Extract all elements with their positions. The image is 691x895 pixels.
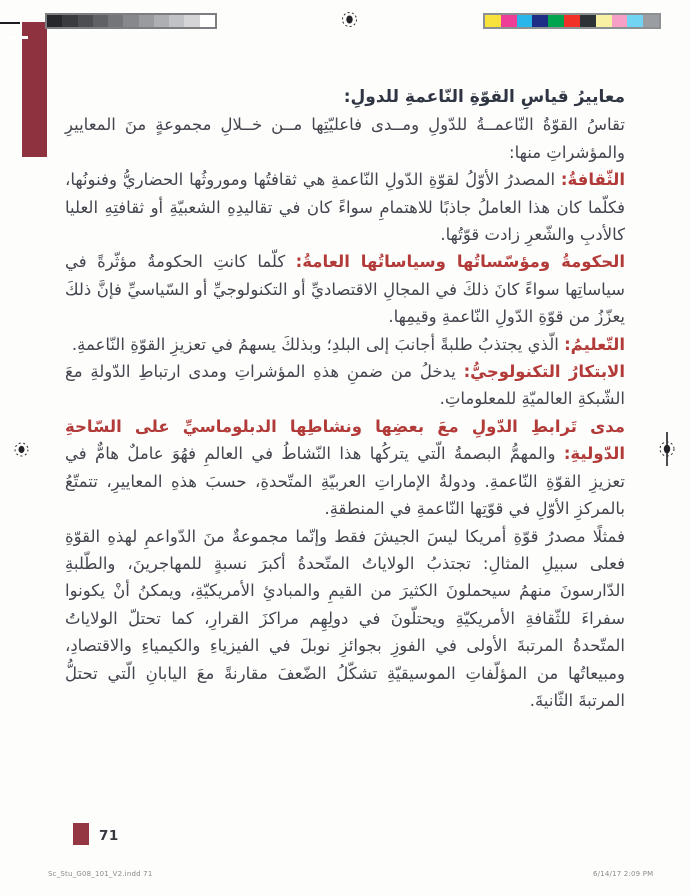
section-title: معاييرُ قياسِ القوّةِ النّاعمةِ للدولِ:	[343, 87, 625, 107]
registration-mark-icon	[13, 440, 30, 459]
calibration-swatch	[532, 15, 548, 27]
criterion-text: كلّما كانتِ الحكومةُ مؤثّرةً في سياساتِها سواءً كانَ ذلكَ في المجالِ الاقتصاديِّ أو التكنولوجيِّ أو السّياسيِّ فإنَّ ذلكَ يعزّزُ من قوّةِ الدّولِ النّاعمةِ وقيمِها.	[65, 252, 625, 327]
criterion-label: مدى تَرابطِ الدّولِ معَ بعضِها ونشاطِها الدبلوماسيِّ على السّاحةِ الدّوليةِ:	[65, 416, 625, 464]
criterion-label: التّعليمُ:	[564, 334, 625, 354]
criterion-culture	[65, 166, 625, 248]
grayscale-calibration-bar	[45, 13, 217, 29]
criterion-text: يدخلُ من ضمنِ هذهِ المؤشراتِ ومدى ارتباطِ الدّولةِ معَ الشّبكةِ العالميّةِ للمعلوماتِ.	[65, 362, 625, 409]
calibration-swatch	[627, 15, 643, 27]
page-number-marker	[73, 823, 89, 845]
print-slug-filename: Sc_Stu_G08_101_V2.indd 71	[48, 870, 153, 878]
print-slug-timestamp: 6/14/17 2:09 PM	[593, 870, 654, 878]
criterion-government	[65, 248, 625, 330]
criterion-education	[65, 331, 625, 358]
calibration-swatch	[123, 15, 138, 27]
calibration-swatch	[78, 15, 93, 27]
calibration-swatch	[108, 15, 123, 27]
calibration-swatch	[93, 15, 108, 27]
color-calibration-bar	[483, 13, 661, 29]
calibration-swatch	[643, 15, 659, 27]
calibration-swatch	[184, 15, 199, 27]
intro-paragraph: تقاسُ القوّةُ النّاعمــةُ للدّولِ ومــدى فاعليّتِها مــن خــلالِ مجموعةٍ منَ المعاييرِ والمؤشراتِ منها:	[65, 115, 625, 162]
criterion-innovation	[65, 358, 625, 413]
calibration-swatch	[139, 15, 154, 27]
calibration-swatch	[154, 15, 169, 27]
registration-mark-icon	[340, 10, 359, 29]
calibration-swatch	[200, 15, 215, 27]
criterion-label: الثّقافةُ:	[560, 170, 625, 190]
crop-mark-line	[0, 22, 20, 24]
calibration-swatch	[548, 15, 564, 27]
calibration-swatch	[580, 15, 596, 27]
criterion-label: الابتكارُ التكنولوجيُّ:	[463, 362, 625, 382]
criterion-label: الحكومةُ ومؤسّساتُها وسياساتُها العامةُ:	[295, 252, 625, 272]
chapter-tab	[22, 22, 47, 157]
criterion-text: الّذي يجتذبُ طلبةً أجانبَ إلى البلدِ؛ وبذلكَ يسهمُ في تعزيزِ القوّةِ النّاعمةِ.	[71, 334, 565, 354]
closing-paragraph: فمثلًا مصدرُ قوّةِ أمريكا ليسَ الجيشَ فقط وإنّما مجموعةٌ منَ الدّواعمِ لهذهِ القوّةِ فعلى سبيلِ المثالِ: تجتذبُ الولاياتُ المتّحدةُ أكبرَ نسبةٍ للمهاجرينَ، والطّلبةِ الدّارسونَ منهمُ سيحملونَ الكثيرَ من القيمِ والمبادئِ الأمريكيّةِ، ويمكنُ أنْ يكونوا سفراءَ للثّقافةِ الأمريكيّةِ ويحتلّونَ في دولِهِم مراكزَ القرارِ، كما تحتلّ الولاياتُ المتّحدةُ المرتبةَ الأولى في الفوزِ بجوائزِ نوبلَ في الفيزياءِ والكيمياءِ والاقتصادِ، ومبيعاتُها من المؤلّفاتِ الموسيقيّةِ تشكّلُ الضّعفَ مقارنةً معَ اليابانِ الّتي تحتلُّ المرتبةَ الثّانيةَ.	[65, 526, 625, 710]
calibration-swatch	[501, 15, 517, 27]
criterion-text: والمهمُّ البصمةُ الّتي يتركُها هذا النّشاطُ في العالمِ فهُوَ عاملٌ هامٌّ في تعزيزِ القوّةِ النّاعمةِ. ودولةُ الإماراتِ العربيّةِ المتّحدةِ، حسبَ هذهِ المعاييرِ، تتمتّعُ بالمركزِ الأوّلِ في قوّتِها النّاعمةِ في المنطقةِ.	[65, 444, 625, 519]
page-content	[65, 84, 625, 714]
calibration-swatch	[62, 15, 77, 27]
calibration-swatch	[47, 15, 62, 27]
page-number: 71	[99, 828, 119, 844]
registration-mark-icon	[657, 428, 677, 470]
calibration-swatch	[485, 15, 501, 27]
calibration-swatch	[517, 15, 533, 27]
calibration-swatch	[596, 15, 612, 27]
criterion-text: المصدرُ الأوّلُ لقوّةِ الدّولِ النّاعمةِ هي ثقافتُها وموروثُها الحضاريُّ وفنونُها، فكلّما كان هذا العاملُ جاذبًا للاهتمامِ سواءً كان في تقاليدِهِ الشعبيّةِ أو ثقافتِهِ العليا كالأدبِ والشّعرِ زادت قوّتُها.	[65, 170, 625, 245]
calibration-swatch	[612, 15, 628, 27]
criterion-diplomacy	[65, 413, 625, 523]
tab-notch	[8, 36, 28, 39]
calibration-swatch	[169, 15, 184, 27]
calibration-swatch	[564, 15, 580, 27]
